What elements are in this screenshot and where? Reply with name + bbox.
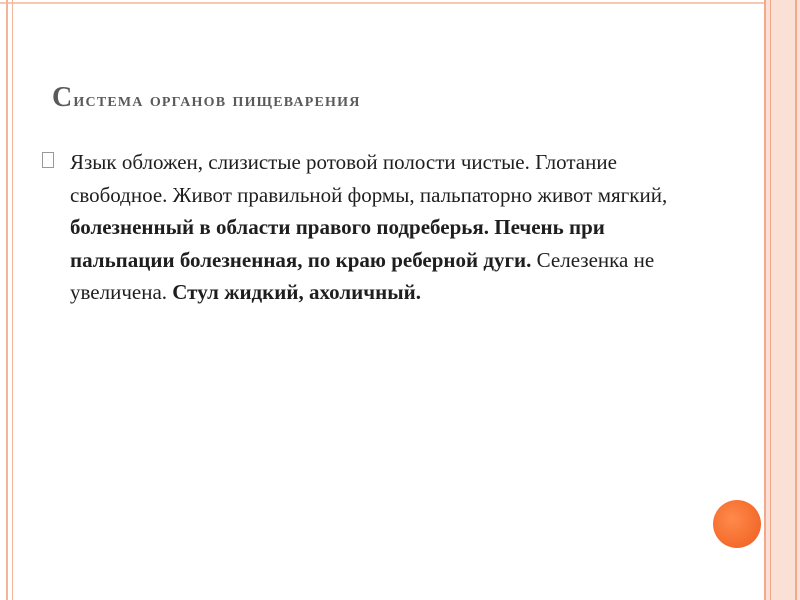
left-border-inner-line [12,0,13,600]
square-bullet-icon [42,152,54,168]
right-band-line [795,0,797,600]
left-border-line [6,0,8,600]
title-initial: С [52,82,74,113]
text-run: Селезенка не увеличена. [70,247,655,304]
right-band-line [770,0,771,600]
slide-title [52,82,732,114]
right-band-line [764,0,766,600]
top-border-line [0,2,800,4]
text-run-bold: болезненный в области правого подреберья. Печень при пальпации болезненная, по краю реберной дуги. [70,215,605,272]
title-rest: истема органов пищеварения [73,89,361,111]
text-run: Язык обложен, слизистые ротовой полости чистые. Глотание свободное. Живот правильной формы, пальпаторно живот мягкий, [70,150,668,207]
bullet-text [70,146,690,309]
orange-circle-icon [713,500,761,548]
text-run-bold: Стул жидкий, ахоличный. [172,280,421,304]
